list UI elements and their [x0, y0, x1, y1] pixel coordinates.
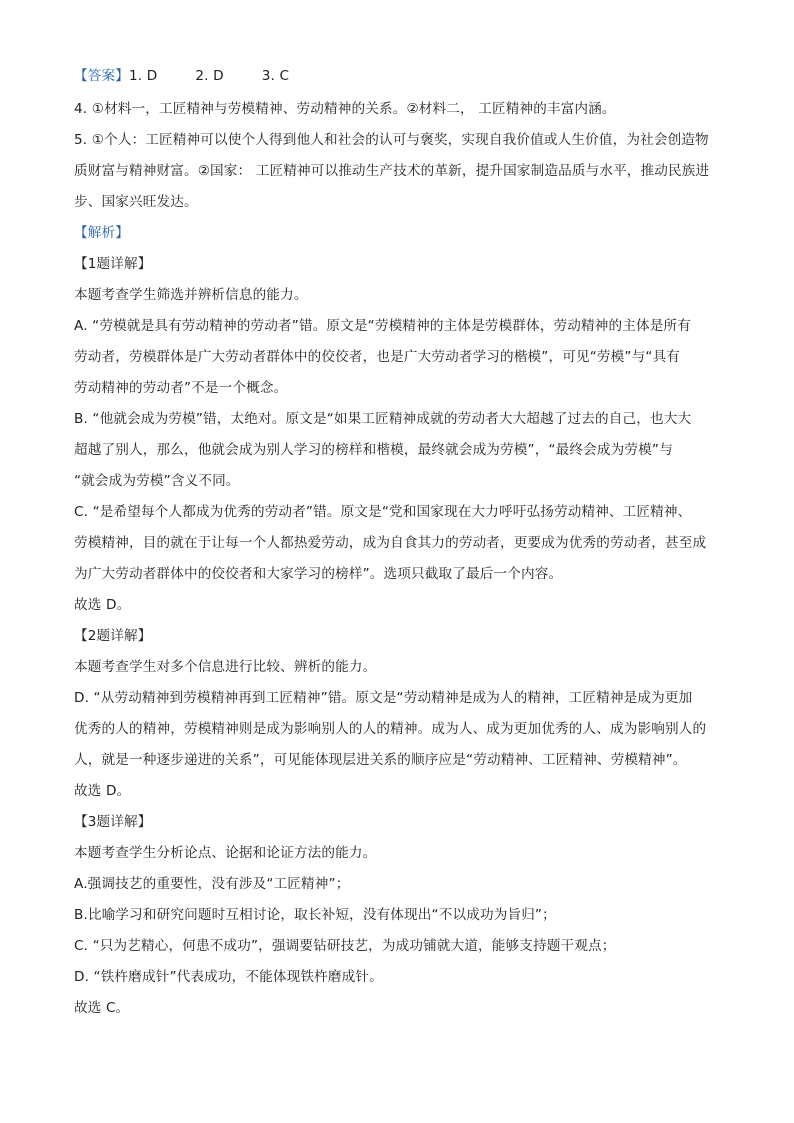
- detail-2-line: 优秀的人的精神，劳模精神则是成为影响别人的人的精神。成为人、成为更加优秀的人、成为影响别人的: [74, 721, 707, 737]
- detail-3-heading: 【3题详解】: [74, 814, 152, 830]
- detail-2-line: 人，就是一种逐步递进的关系”，可见能体现层进关系的顺序应是“劳动精神、工匠精神、劳模精神”。: [74, 752, 687, 768]
- detail-3-line: B.比喻学习和研究问题时互相讨论，取长补短，没有体现出“不以成功为旨归”；: [74, 907, 556, 923]
- detail-1-line: C. “是希望每个人都成为优秀的劳动者”错。原文是“党和国家现在大力呼吁弘扬劳动精神、工匠精神、: [74, 504, 692, 520]
- detail-3-line: D. “铁杵磨成针”代表成功，不能体现铁杵磨成针。: [74, 969, 383, 985]
- detail-2-heading: 【2题详解】: [74, 628, 152, 644]
- answer-q5-line-3: 步、国家兴旺发达。: [74, 194, 198, 210]
- answer-line: [74, 67, 289, 85]
- answer-tag: 【答案】: [74, 68, 129, 84]
- detail-3-line: C. “只为艺精心，何患不成功”，强调要钻研技艺，为成功铺就大道，能够支持题干观点；: [74, 938, 616, 954]
- analysis-tag: 【解析】: [74, 225, 129, 241]
- detail-2-line: D. “从劳动精神到劳模精神再到工匠精神”错。原文是“劳动精神是成为人的精神，工匠精神是成为更加: [74, 690, 693, 706]
- answer-q4: 4. ①材料一，工匠精神与劳模精神、劳动精神的关系。②材料二， 工匠精神的丰富内涵。: [74, 101, 616, 117]
- detail-3-conclusion: 故选 C。: [74, 1000, 130, 1016]
- answer-1: 1. D: [128, 68, 158, 84]
- detail-1-line: 劳动精神的劳动者”不是一个概念。: [74, 380, 288, 396]
- detail-1-line: 为广大劳动者群体中的佼佼者和大家学习的榜样”。选项只截取了最后一个内容。: [74, 566, 563, 582]
- detail-1-line: A. “劳模就是具有劳动精神的劳动者”错。原文是“劳模精神的主体是劳模群体，劳动精神的主体是所有: [74, 318, 691, 334]
- detail-2-line: 本题考查学生对多个信息进行比较、辨析的能力。: [74, 659, 377, 675]
- detail-1-line: B. “他就会成为劳模”错，太绝对。原文是“如果工匠精神成就的劳动者大大超越了过去的自己，也大大: [74, 411, 692, 427]
- answer-q5-line-1: 5. ①个人：工匠精神可以使个人得到他人和社会的认可与褒奖，实现自我价值或人生价值，为社会创造物: [74, 132, 709, 148]
- detail-1-heading: 【1题详解】: [74, 256, 152, 272]
- detail-3-line: A.强调技艺的重要性，没有涉及“工匠精神”；: [74, 876, 350, 892]
- detail-1-conclusion: 故选 D。: [74, 597, 131, 613]
- detail-1-line: “就会成为劳模”含义不同。: [74, 473, 240, 489]
- answer-q5-line-2: 质财富与精神财富。②国家： 工匠精神可以推动生产技术的革新，提升国家制造品质与水平，推动民族进: [74, 163, 710, 179]
- detail-1-line: 劳模精神，目的就在于让每一个人都热爱劳动，成为自食其力的劳动者，更要成为优秀的劳动者，甚至成: [74, 535, 707, 551]
- detail-1-line: 超越了别人，那么，他就会成为别人学习的榜样和楷模，最终就会成为劳模”，“最终会成为劳模”与: [74, 442, 673, 458]
- detail-2-conclusion: 故选 D。: [74, 783, 131, 799]
- answer-2: 2. D: [195, 68, 224, 84]
- detail-3-line: 本题考查学生分析论点、论据和论证方法的能力。: [74, 845, 377, 861]
- detail-1-line: 本题考查学生筛选并辨析信息的能力。: [74, 287, 308, 303]
- answer-3: 3. C: [261, 68, 290, 84]
- detail-1-line: 劳动者，劳模群体是广大劳动者群体中的佼佼者，也是广大劳动者学习的楷模”，可见“劳模”与“具有: [74, 349, 681, 365]
